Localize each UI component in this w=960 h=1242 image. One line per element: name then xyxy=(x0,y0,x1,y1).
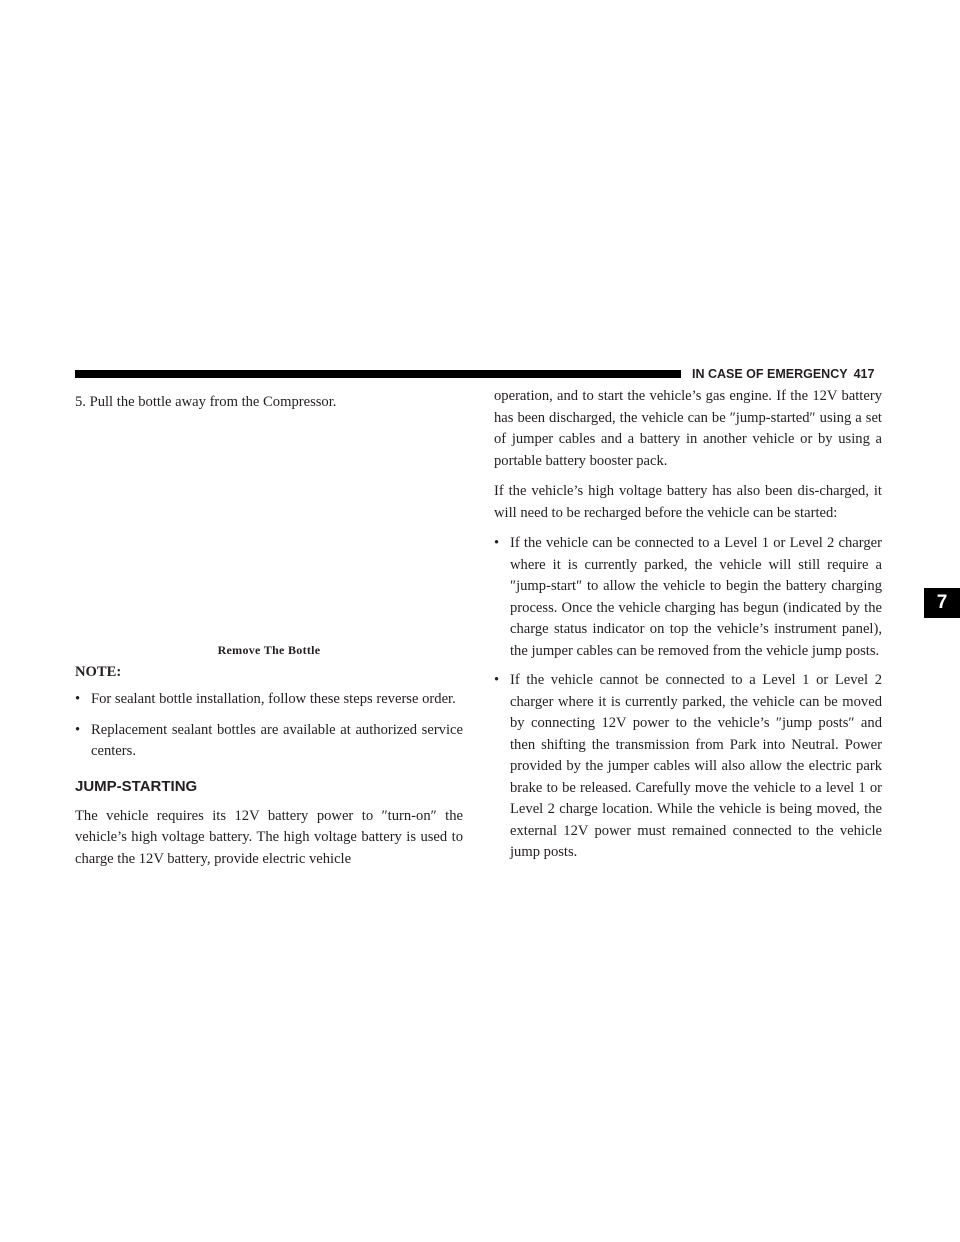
bullet-icon: • xyxy=(494,535,500,551)
list-item xyxy=(494,533,882,662)
left-column xyxy=(75,392,463,870)
header-section-title: IN CASE OF EMERGENCY xyxy=(692,367,848,381)
list-item xyxy=(75,689,463,711)
running-header xyxy=(692,363,888,385)
intro-paragraph: The vehicle requires its 12V battery power to ″turn-on″ the vehicle’s high voltage battery. The high voltage battery is used to charge the 12V battery, provide electric vehicle xyxy=(75,807,463,867)
option-bullet-text: If the vehicle can be connected to a Level 1 or Level 2 charger where it is currently parked, the vehicle will still require a ″jump-start″ to allow the vehicle to begin the battery charging process. Once the vehicle charging has begun (indicated by the charge status indicator on top the vehicle’s instrument panel), the jumper cables can be removed from the vehicle jump posts. xyxy=(510,535,882,659)
note-bullet-text: For sealant bottle installation, follow these steps reverse order. xyxy=(91,691,456,707)
right-column xyxy=(494,386,882,872)
bullet-icon: • xyxy=(75,691,81,707)
bullet-icon: • xyxy=(494,672,500,688)
header-rule xyxy=(75,370,681,378)
figure-caption: Remove The Bottle xyxy=(217,642,321,657)
bullet-icon: • xyxy=(75,721,81,738)
figure-placeholder xyxy=(75,414,463,642)
list-item xyxy=(75,720,463,763)
list-item xyxy=(494,670,882,864)
note-bullet-text: Replacement sealant bottles are available at authorized service centers. xyxy=(91,721,463,759)
section-heading: JUMP-STARTING xyxy=(75,777,198,795)
note-list xyxy=(75,689,463,763)
step-5: 5. Pull the bottle away from the Compressor. xyxy=(75,394,337,410)
charging-options-list xyxy=(494,533,882,864)
chapter-tab: 7 xyxy=(924,588,960,618)
note-heading: NOTE: xyxy=(75,663,122,680)
page-number: 417 xyxy=(853,367,875,381)
continued-paragraph: operation, and to start the vehicle’s gas engine. If the 12V battery has been discharged, the vehicle can be ″jump-started″ using a set of jumper cables and a battery in another vehicle or by using a portable battery booster pack. xyxy=(494,388,882,469)
discharged-paragraph: If the vehicle’s high voltage battery has also been dis-charged, it will need to be recharged before the vehicle can be started: xyxy=(494,483,882,521)
option-bullet-text: If the vehicle cannot be connected to a Level 1 or Level 2 charger where it is currently parked, the vehicle can be moved by connecting 12V power to the vehicle’s ″jump posts″ and then shifting the transmission from Park into Neutral. Power provided by the jumper cables will also allow the electric park brake to be released. Carefully move the vehicle to a level 1 or Level 2 charge location. While the vehicle is being moved, the external 12V power must remained connected to the vehicle jump posts. xyxy=(510,672,882,860)
